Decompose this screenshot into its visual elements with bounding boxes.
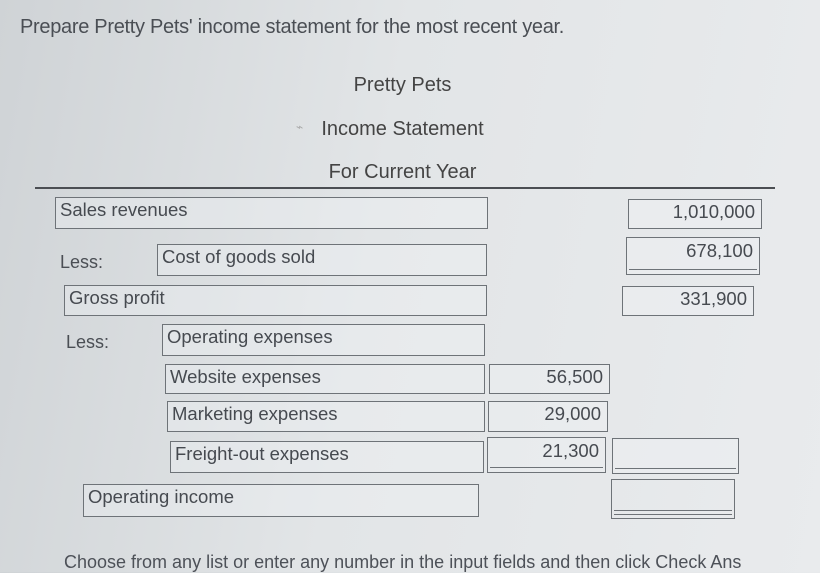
less-label-2: Less: bbox=[66, 332, 110, 352]
gross-profit-label-select[interactable]: Gross profit bbox=[64, 285, 487, 316]
opex-label-select[interactable]: Operating expenses bbox=[162, 324, 485, 356]
freight-out-expenses-label-select[interactable]: Freight-out expenses bbox=[170, 441, 484, 473]
marketing-expenses-label-select[interactable]: Marketing expenses bbox=[167, 401, 485, 432]
cogs-input[interactable]: 678,100 bbox=[626, 237, 760, 275]
sales-revenues-input[interactable]: 1,010,000 bbox=[628, 199, 762, 229]
marketing-expenses-input[interactable]: 29,000 bbox=[488, 401, 608, 432]
operating-income-label-select[interactable]: Operating income bbox=[83, 484, 479, 517]
website-expenses-label-select[interactable]: Website expenses bbox=[165, 364, 485, 394]
decorative-mark: ⌁ bbox=[296, 120, 304, 134]
company-name: Pretty Pets bbox=[353, 74, 452, 96]
statement-period: For Current Year bbox=[328, 161, 477, 183]
header-rule bbox=[35, 187, 775, 189]
operating-income-input[interactable] bbox=[611, 479, 735, 519]
instruction-text: Prepare Pretty Pets' income statement for the most recent year. bbox=[20, 16, 565, 38]
footer-instruction: Choose from any list or enter any number in the input fields and then click Check Ans bbox=[64, 552, 742, 572]
website-expenses-input[interactable]: 56,500 bbox=[489, 364, 610, 394]
less-label-1: Less: bbox=[60, 252, 104, 272]
sales-revenues-label-select[interactable]: Sales revenues bbox=[55, 197, 488, 229]
gross-profit-input[interactable]: 331,900 bbox=[622, 286, 754, 316]
total-operating-expenses-input[interactable] bbox=[612, 438, 739, 474]
cogs-label-select[interactable]: Cost of goods sold bbox=[157, 244, 487, 276]
freight-out-expenses-input[interactable]: 21,300 bbox=[487, 437, 606, 473]
statement-title: Income Statement bbox=[321, 118, 484, 140]
